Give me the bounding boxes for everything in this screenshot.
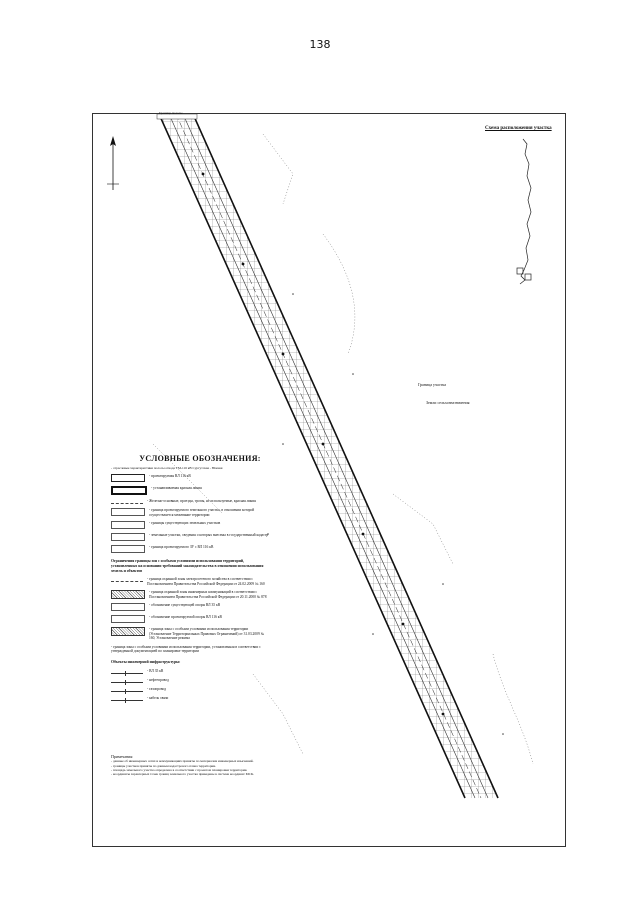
legend-symbol <box>111 687 143 692</box>
legend-symbol <box>111 696 143 701</box>
legend-symbol <box>111 678 143 683</box>
legend-item: - граница охранной зоны инженерных коммуникаций в соответствии с Постановлением Правительства Российской Федерации от 20.11.2000 № 878 <box>111 590 271 599</box>
note-line: - данные об инженерных сетях и коммуникациях приняты по материалам инженерных изысканий. <box>111 759 254 764</box>
legend-item: - нефтепровод <box>111 678 271 683</box>
legend-symbol <box>111 521 145 529</box>
legend-symbol <box>111 474 145 482</box>
notes-title: Примечания: <box>111 754 134 759</box>
legend-symbol <box>111 533 145 541</box>
top-label: Граница полосы <box>159 111 183 115</box>
legend-symbol <box>111 499 143 504</box>
legend-item: - земельные участки, сведения о которых внесены в государственный кадастр <box>111 533 271 541</box>
legend-item: - граница проектируемого ЗУ с ВЛ 116 кВ <box>111 545 271 553</box>
legend-item: - устанавливаемая красная линия <box>111 486 271 495</box>
legend-item: - газопровод <box>111 687 271 692</box>
legend-item: - границы существующих земельных участков <box>111 521 271 529</box>
legend-item: - граница зоны с особыми условиями использования территории (Установление Территориальных Правовых Ограничений) от 31.03.2009 № 160, Установление режима <box>111 627 271 640</box>
map-sheet <box>92 113 566 847</box>
note-line: - координаты характерных точек границ земельного участка приведены в системе координат МСК. <box>111 772 255 777</box>
legend-item: - граница проектируемого земельного участка, в отношении которой осуществляется межевание территории <box>111 508 271 517</box>
legend-item: - ВЛ 35 кВ <box>111 669 271 674</box>
legend-symbol <box>111 603 145 611</box>
legend <box>111 454 271 701</box>
note-line: - границы участков приняты по данным кадастрового плана территории. <box>111 763 216 768</box>
notes <box>111 754 271 777</box>
legend-item: - проектируемая ВЛ 116 кВ <box>111 474 271 482</box>
legend-subtitle: - отраслевые характеристики полосы отвода ТМ-116 кВ Сургутская - Южная <box>111 466 223 470</box>
legend-item: - обозначение проектируемой опоры ВЛ 116 кВ <box>111 615 271 623</box>
north-arrow-icon <box>103 134 123 192</box>
note-line: - площадь земельного участка определена в соответствии с проектом планировки территории. <box>111 768 248 773</box>
side-label-1: Граница участка <box>418 382 447 387</box>
legend-subsection-title: Объекты инженерной инфраструктуры: <box>111 659 181 664</box>
legend-symbol <box>111 627 145 636</box>
legend-section-title: Ограничения границы зон с особыми условиями использования территорий, установленных на основании требований законодательства в отношении использования земель и объектов <box>111 559 264 573</box>
legend-item: - обозначение существующей опоры ВЛ 35 кВ <box>111 603 271 611</box>
legend-title: УСЛОВНЫЕ ОБОЗНАЧЕНИЯ: <box>139 454 261 463</box>
legend-item: - кабель связи <box>111 696 271 701</box>
side-label-2: Земли сельхозназначения <box>426 400 470 405</box>
legend-item: - граница зоны с особыми условиями использования территории, установленная в соответствии с утвержденной документацией по планировке территории <box>111 644 261 654</box>
scheme-title: Схема расположения участка <box>485 126 552 131</box>
legend-symbol <box>111 486 147 495</box>
location-scheme <box>517 139 531 284</box>
legend-item: - граница охранной зоны электросетевого хозяйства в соответствии с Постановлением Правительства Российской Федерации от 24.02.2009 № 160 <box>111 577 271 586</box>
legend-symbol <box>111 545 145 553</box>
legend-item: - Железно-основные, проезды, тропы, не используемые, красная линия <box>111 499 271 504</box>
legend-symbol <box>111 590 145 599</box>
legend-symbol <box>111 508 145 516</box>
page-number: 138 <box>309 38 331 51</box>
legend-symbol <box>111 669 143 674</box>
legend-symbol <box>111 615 145 623</box>
legend-symbol <box>111 577 143 582</box>
